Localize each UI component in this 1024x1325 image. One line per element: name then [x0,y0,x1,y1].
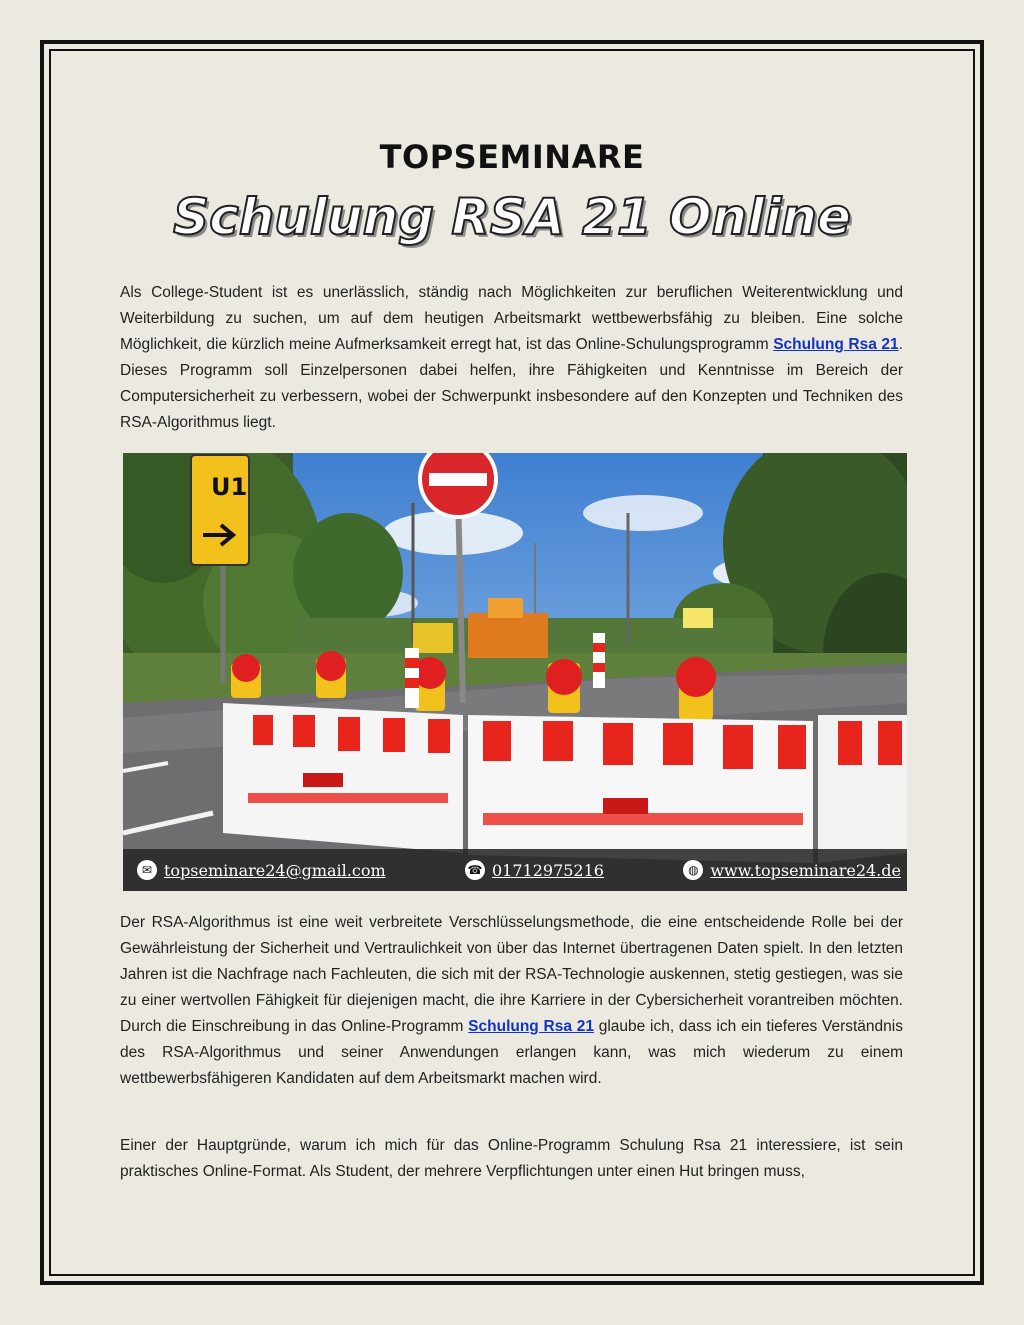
contact-website-text: www.topseminare24.de [710,860,901,880]
paragraph-intro [120,280,903,436]
photo-illustration [123,453,907,891]
contact-phone [465,860,604,880]
contact-email [137,860,386,880]
schulung-rsa-21-link[interactable]: Schulung Rsa 21 [773,336,899,353]
envelope-icon: ✉ [137,860,157,880]
paragraph-rsa [120,910,903,1092]
globe-icon: ◍ [683,860,703,880]
paragraph-rsa-text-a: Der RSA-Algorithmus ist eine weit verbreitete Verschlüsselungsmethode, die eine entscheidende Rolle bei der Gewährleistung der Sicherheit und Vertraulichkeit von über das Internet übertragenen Daten spielt. In den letzten Jahren ist die Nachfrage nach Fachleuten, die sich mit der RSA-Technologie auskennen, stetig gestiegen, was sie zu einer wertvollen Fähigkeit für diejenigen macht, die ihre Karriere in der Cybersicherheit vorantreiben möchten. Durch die Einschreibung in das Online-Programm [120,914,903,1035]
paragraph-rsa-text-b: glaube ich, dass ich ein tieferes Verständnis des RSA-Algorithmus und seiner Anwendungen erlangen kann, was mich wiederum zu einem wettbewerbsfähigeren Kandidaten auf dem Arbeitsmarkt machen wird. [120,1018,903,1087]
paragraph-intro-text-a: Als College-Student ist es unerlässlich, ständig nach Möglichkeiten zur beruflichen Weiterentwicklung und Weiterbildung zu suchen, um auf dem heutigen Arbeitsmarkt wettbewerbsfähig zu bleiben. Eine solche Möglichkeit, die kürzlich meine Aufmerksamkeit erregt hat, ist das Online-Schulungsprogramm [120,284,903,353]
contact-email-text: topseminare24@gmail.com [164,860,386,880]
contact-website [683,860,901,880]
u1-sign-label: U1 [211,473,248,501]
page-title: Schulung RSA 21 Online [173,188,851,246]
phone-icon: ☎ [465,860,485,880]
paragraph-format: Einer der Hauptgründe, warum ich mich für das Online-Programm Schulung Rsa 21 interessiere, ist sein praktisches Online-Format. Als Student, der mehrere Verpflichtungen unter einen Hut bringen muss, [120,1137,903,1180]
construction-site-photo [123,453,907,891]
contact-phone-text: 01712975216 [491,860,604,880]
contact-bar [123,849,907,891]
paragraph-intro-text-b: . Dieses Programm soll Einzelpersonen dabei helfen, ihre Fähigkeiten und Kenntnisse im Bereich der Computersicherheit zu verbessern, wobei der Schwerpunkt insbesondere auf den Konzepten und Techniken des RSA-Algorithmus liegt. [120,336,903,431]
brand-logo-text: TOPSEMINARE [379,138,645,176]
schulung-rsa-21-link-2[interactable]: Schulung Rsa 21 [468,1018,594,1035]
